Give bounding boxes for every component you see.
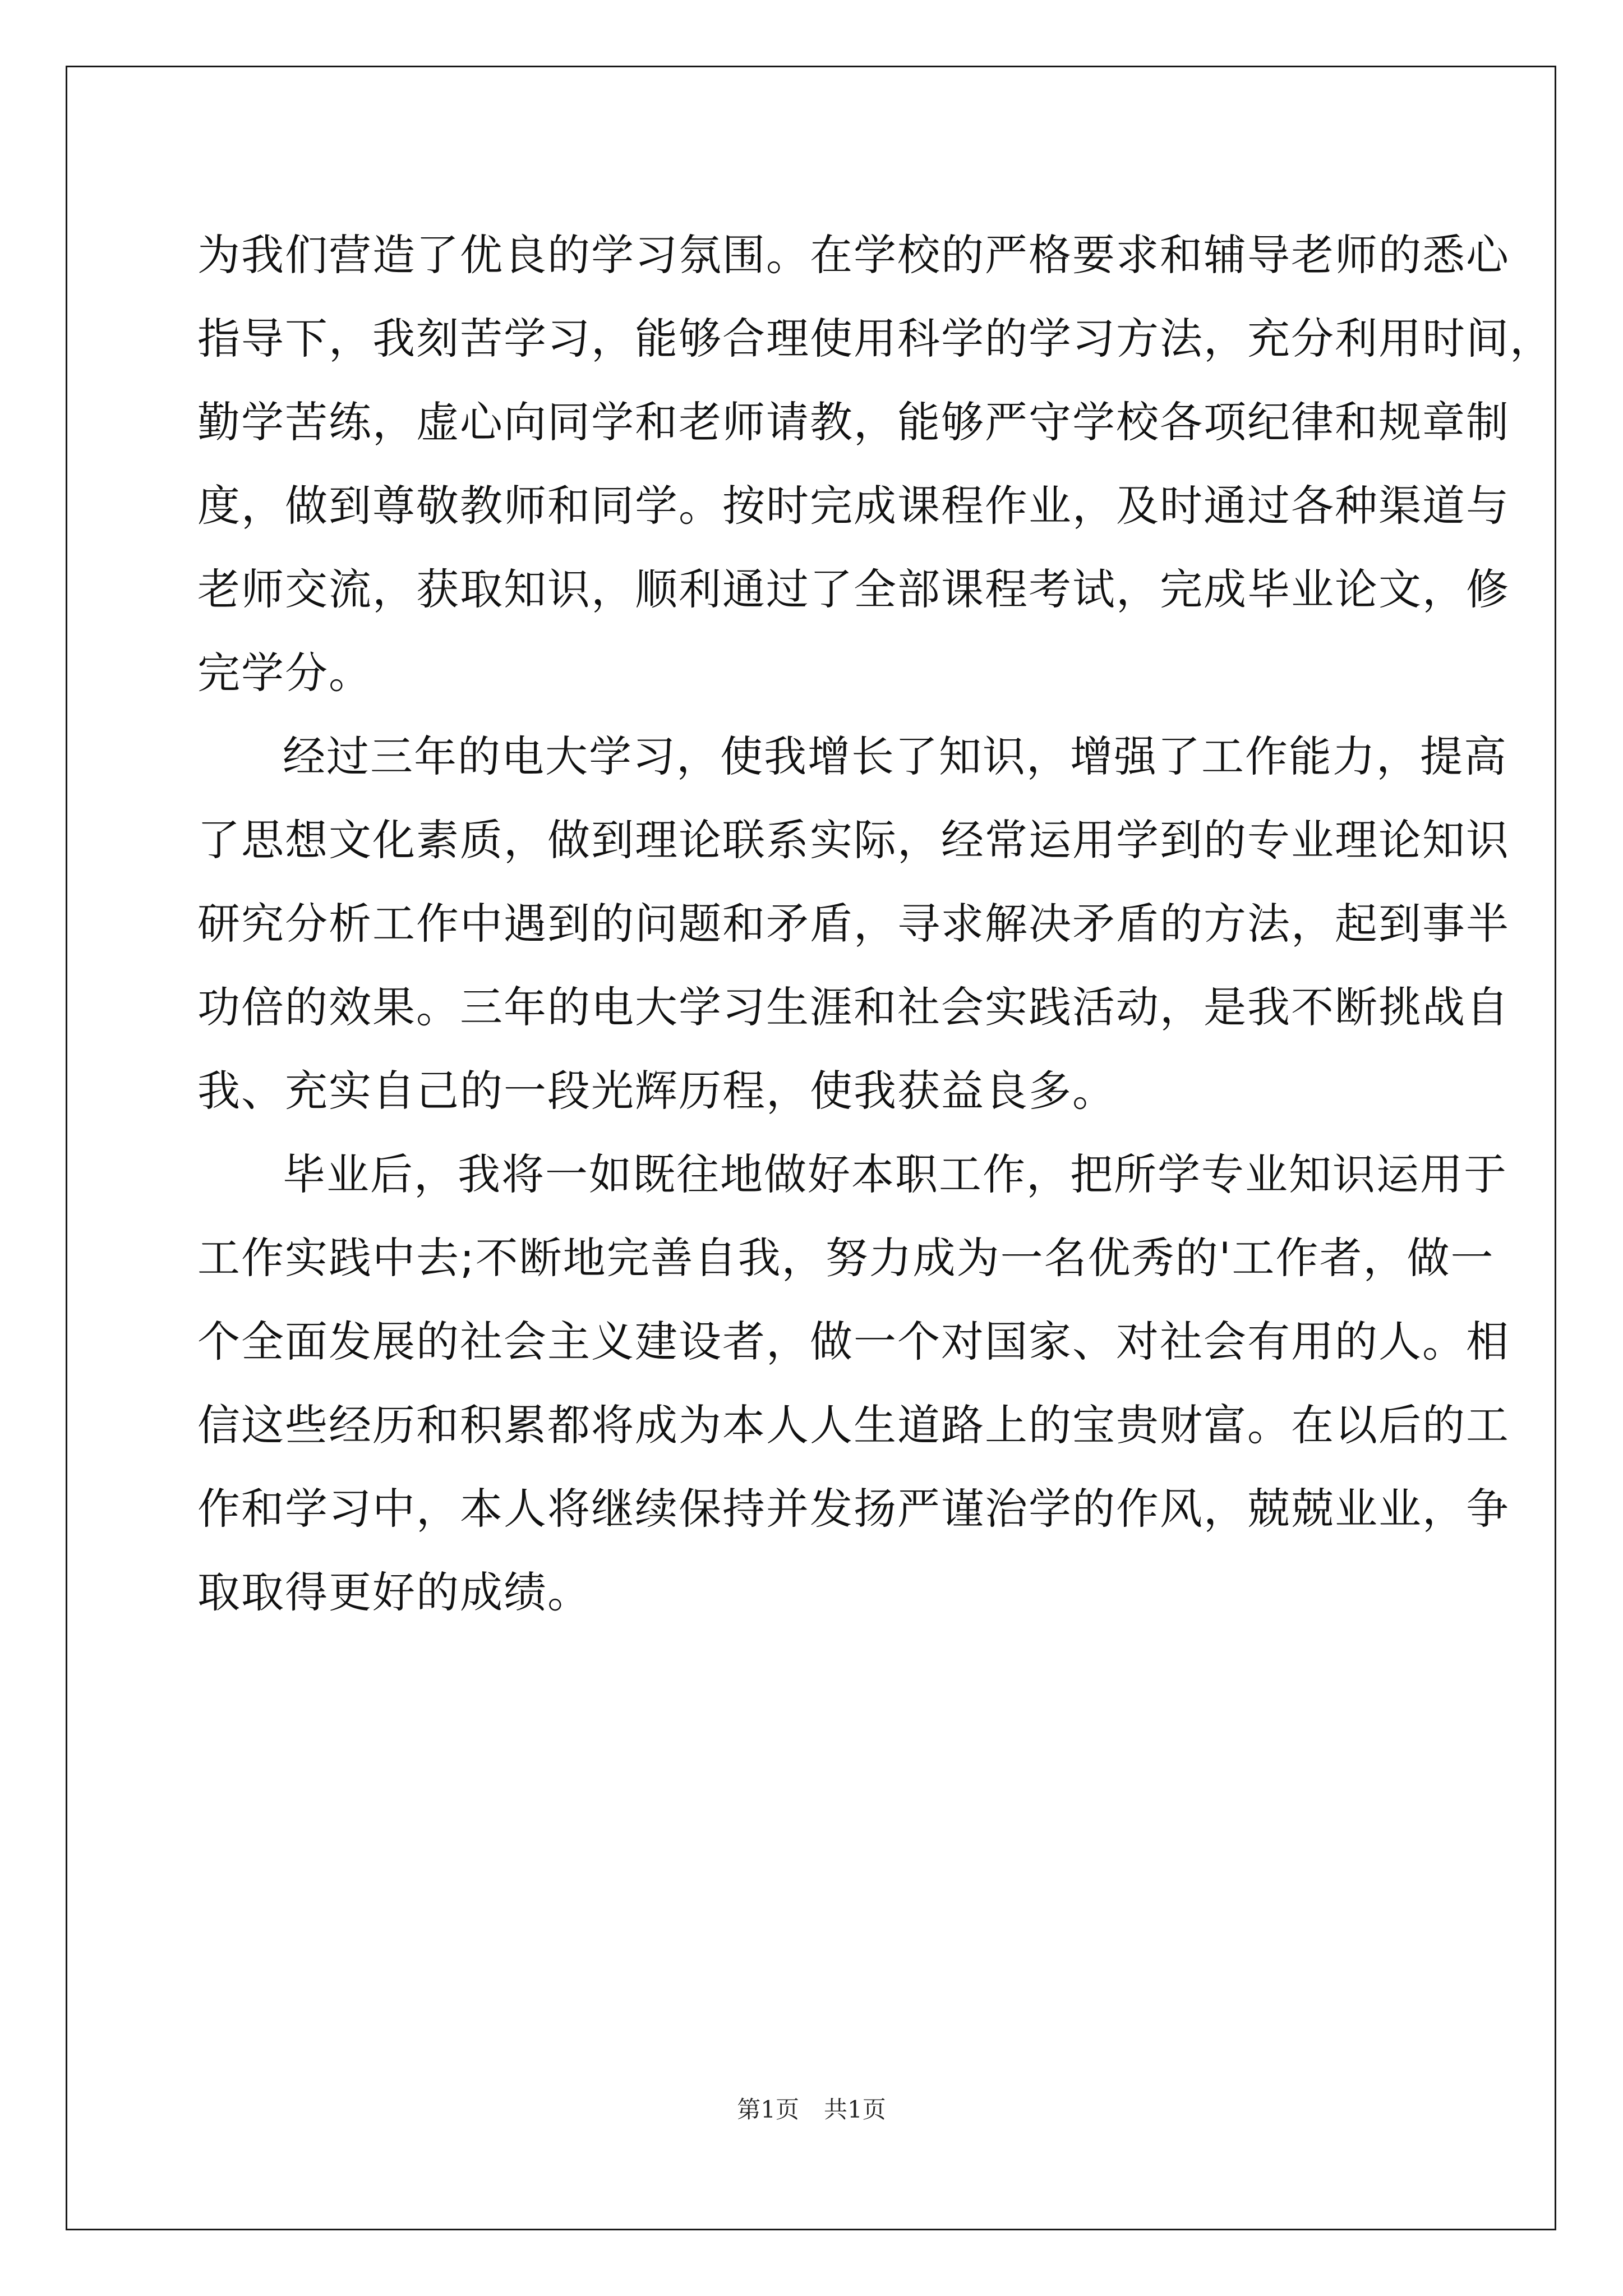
text-line: 功 倍 的 效 果 。 三 年 的 电 大 学 习 生 涯 和 社 会 实 践 活 动 ， 是 我 不 断 挑 战 自 <box>197 982 1510 1032</box>
page-footer <box>0 2091 1623 2125</box>
text-line: 信 这 些 经 历 和 积 累 都 将 成 为 本 人 人 生 道 路 上 的 宝 贵 财 富 。 在 以 后 的 工 <box>197 1400 1510 1450</box>
text-line: 工 作 实 践 中 去 ; 不 断 地 完 善 自 我 ， 努 力 成 为 一 名 优 秀 的 ' 工 作 者 ， 做 一 <box>197 1233 1495 1283</box>
text-line: 老 师 交 流 ， 获 取 知 识 ， 顺 利 通 过 了 全 部 课 程 考 试 ， 完 成 毕 业 论 文 ， 修 <box>197 564 1510 614</box>
text-line: 了 思 想 文 化 素 质 ， 做 到 理 论 联 系 实 际 ， 经 常 运 用 学 到 的 专 业 理 论 知 识 <box>197 815 1510 865</box>
text-line: 个 全 面 发 展 的 社 会 主 义 建 设 者 ， 做 一 个 对 国 家 、 对 社 会 有 用 的 人 。 相 <box>197 1317 1510 1366</box>
text-line: 完学分。 <box>197 648 372 698</box>
text-line: 勤 学 苦 练 ， 虚 心 向 同 学 和 老 师 请 教 ， 能 够 严 守 学 校 各 项 纪 律 和 规 章 制 <box>197 397 1510 447</box>
text-line: 指 导 下 ， 我 刻 苦 学 习 ， 能 够 合 理 使 用 科 学 的 学 习 方 法 ， 充 分 利 用 时 间 ， <box>197 314 1553 364</box>
paragraph-first-line: 经过三年的电大学习，使我增长了知识，增强了工作能力，提高 <box>283 731 1507 781</box>
document-body <box>197 213 1553 1634</box>
text-line: 作 和 学 习 中 ， 本 人 将 继 续 保 持 并 发 扬 严 谨 治 学 的 作 风 ， 兢 兢 业 业 ， 争 <box>197 1484 1510 1534</box>
text-line: 我、充实自己的一段光辉历程，使我获益良多。 <box>197 1066 1116 1116</box>
text-line: 度 ， 做 到 尊 敬 教 师 和 同 学 。 按 时 完 成 课 程 作 业 ， 及 时 通 过 各 种 渠 道 与 <box>197 481 1510 531</box>
paragraph-first-line: 毕业后，我将一如既往地做好本职工作，把所学专业知识运用于 <box>283 1149 1507 1199</box>
text-line: 取取得更好的成绩。 <box>197 1567 591 1617</box>
text-line: 为 我 们 营 造 了 优 良 的 学 习 氛 围 。 在 学 校 的 严 格 要 求 和 辅 导 老 师 的 悉 心 <box>197 230 1510 280</box>
page-number: 第1页 <box>737 2096 799 2123</box>
text-line: 研 究 分 析 工 作 中 遇 到 的 问 题 和 矛 盾 ， 寻 求 解 决 矛 盾 的 方 法 ， 起 到 事 半 <box>197 899 1510 949</box>
page-total: 共1页 <box>824 2096 886 2123</box>
